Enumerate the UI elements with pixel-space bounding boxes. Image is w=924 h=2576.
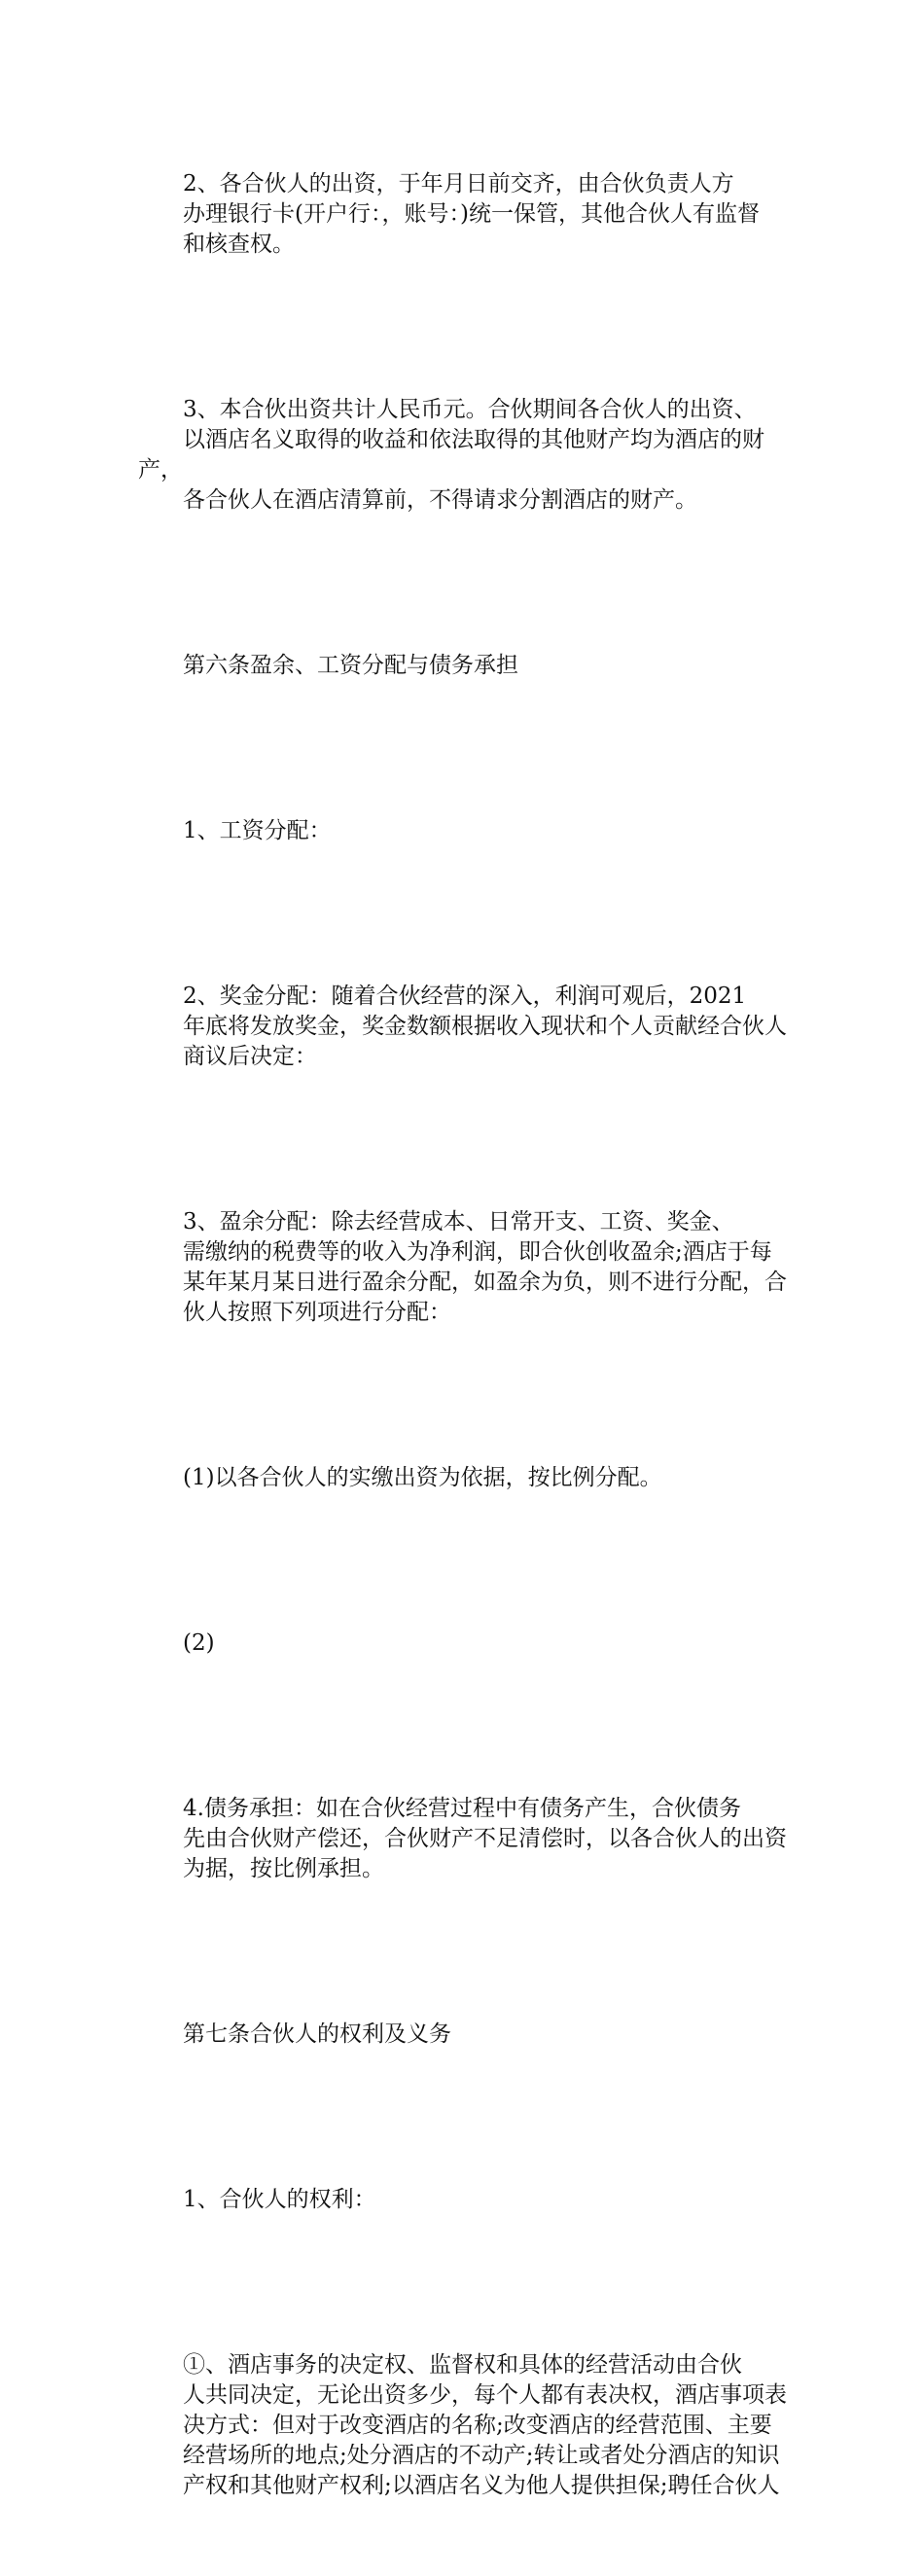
text-line: 决方式：但对于改变酒店的名称;改变酒店的经营范围、主要 [183, 2413, 772, 2438]
text-line: (1)以各合伙人的实缴出资为依据，按比例分配。 [183, 1465, 662, 1490]
paragraph-partner-rights [138, 2125, 800, 2275]
text-line: 第六条盈余、工资分配与债务承担 [183, 653, 518, 678]
paragraph-surplus-distribution [138, 1147, 800, 1388]
section-heading-article-7 [138, 1959, 800, 2110]
text-line: 2、奖金分配：随着合伙经营的深入，利润可观后，2021 [183, 984, 747, 1009]
text-line: 1、合伙人的权利： [183, 2187, 376, 2212]
text-line: 和核查权。 [183, 232, 295, 257]
text-line: 1、工资分配： [183, 818, 332, 843]
document-body [138, 109, 800, 2576]
paragraph-total-capital [138, 335, 800, 576]
text-line: 为据，按比例承担。 [183, 1856, 384, 1881]
list-item-2 [138, 1568, 800, 1719]
text-line: 办理银行卡(开户行：，账号：)统一保管，其他合伙人有监督 [183, 201, 760, 227]
text-line: 人共同决定，无论出资多少，每个人都有表决权，酒店事项表 [183, 2382, 787, 2408]
text-line: 3、本合伙出资共计人民币元。合伙期间各合伙人的出资、 [183, 397, 757, 422]
paragraph-bonus-distribution [138, 921, 800, 1132]
text-line: 2、各合伙人的出资，于年月日前交齐，由合伙负责人方 [183, 171, 734, 197]
text-line: 产权和其他财产权利;以酒店名义为他人提供担保;聘任合伙人 [183, 2473, 780, 2498]
text-line: 年底将发放奖金，奖金数额根据收入现状和个人贡献经合伙人 [183, 1014, 787, 1039]
text-line: 4.债务承担：如在合伙经营过程中有债务产生，合伙债务 [183, 1796, 741, 1821]
paragraph-salary-distribution [138, 756, 800, 907]
text-line: 需缴纳的税费等的收入为净利润，即合伙创收盈余;酒店于每 [183, 1239, 772, 1265]
text-line: 某年某月某日进行盈余分配，如盈余为负，则不进行分配，合 [183, 1270, 787, 1295]
text-line: (2) [183, 1630, 215, 1656]
text-line: 以酒店名义取得的收益和依法取得的其他财产均为酒店的财产， [138, 427, 764, 483]
text-line: 先由合伙财产偿还，合伙财产不足清偿时，以各合伙人的出资 [183, 1826, 787, 1851]
section-heading-article-6 [138, 590, 800, 741]
text-line: 3、盈余分配：除去经营成本、日常开支、工资、奖金、 [183, 1209, 734, 1234]
text-line: ①、酒店事务的决定权、监督权和具体的经营活动由合伙 [183, 2352, 742, 2378]
text-line: 商议后决定： [183, 1044, 317, 1069]
paragraph-debt-bearing [138, 1734, 800, 1945]
text-line: 经营场所的地点;处分酒店的不动产;转让或者处分酒店的知识 [183, 2443, 780, 2468]
text-line: 第七条合伙人的权利及义务 [183, 2021, 451, 2047]
paragraph-capital-payment [138, 109, 800, 320]
list-item-1 [138, 1403, 800, 1554]
text-line: 伙人按照下列项进行分配： [183, 1300, 451, 1325]
paragraph-decision-rights [138, 2290, 800, 2561]
text-line: 各合伙人在酒店清算前，不得请求分割酒店的财产。 [183, 487, 697, 513]
